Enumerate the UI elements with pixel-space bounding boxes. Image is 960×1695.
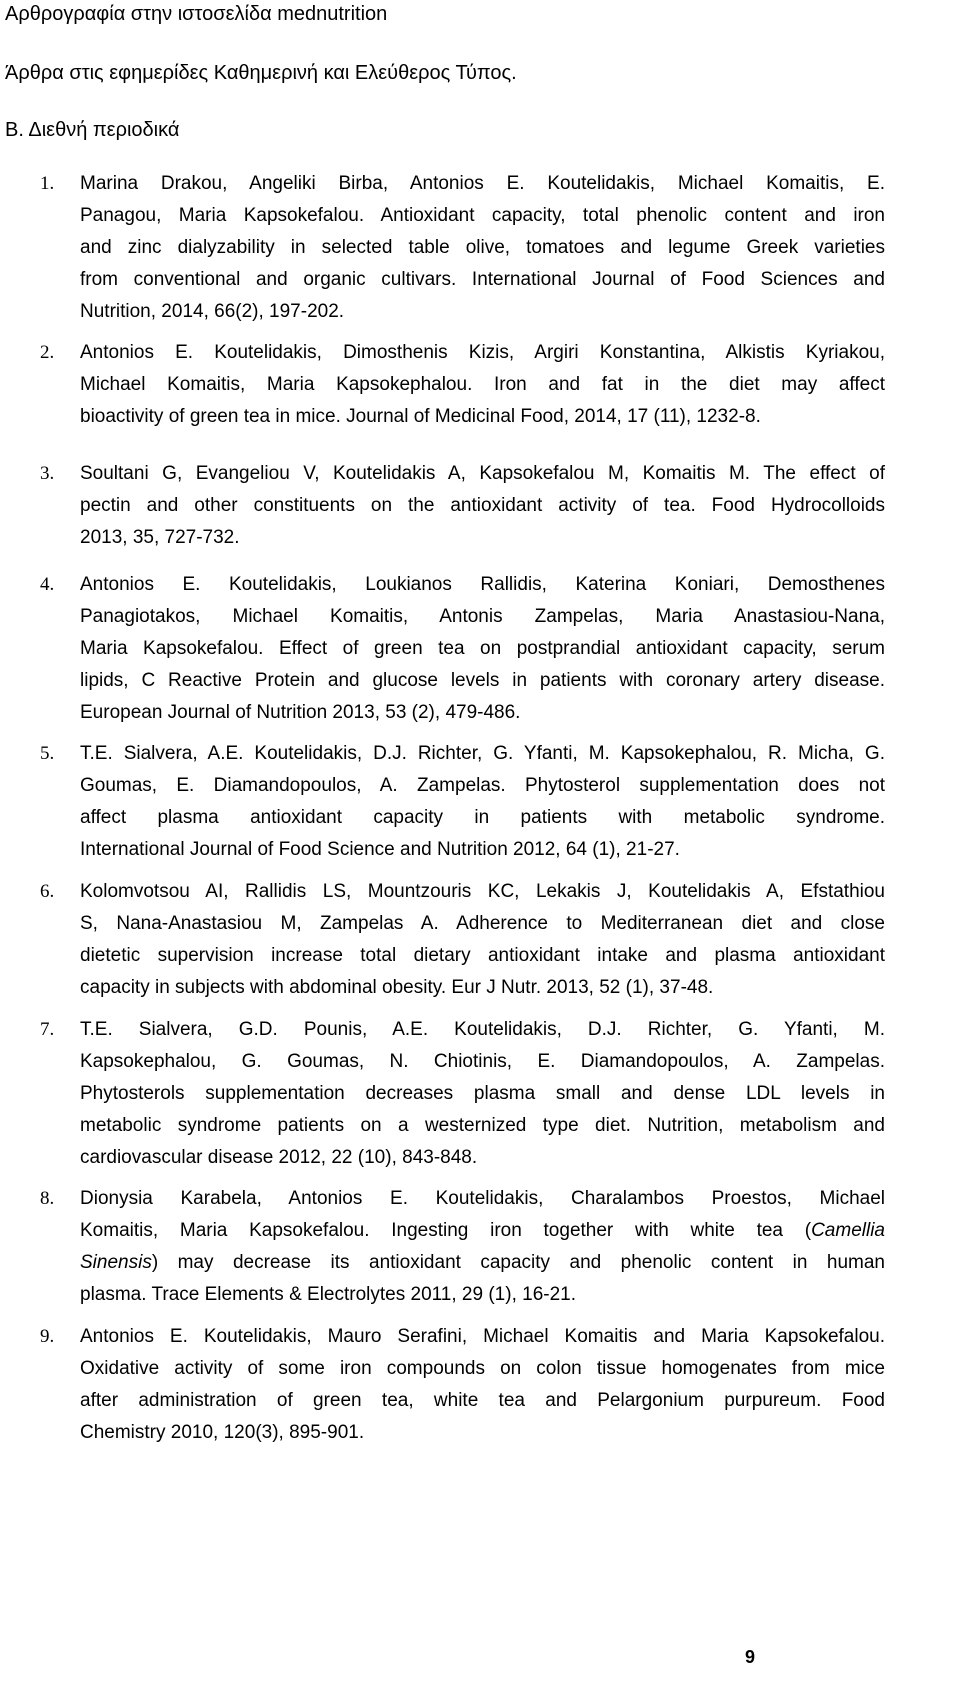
reference-number: 5.	[40, 743, 55, 764]
reference-text	[80, 1014, 885, 1174]
reference-line: Panagou, Maria Kapsokefalou. Antioxidant capacity, total phenolic content and iron	[80, 205, 885, 226]
header-line-articles-website: Αρθρογραφία στην ιστοσελίδα mednutrition	[5, 3, 388, 25]
reference-line: metabolic syndrome patients on a westernized type diet. Nutrition, metabolism and	[80, 1115, 885, 1136]
reference-number: 9.	[40, 1326, 55, 1347]
reference-item-7	[40, 1014, 885, 1174]
reference-line: Kolomvotsou AI, Rallidis LS, Mountzouris KC, Lekakis J, Koutelidakis A, Efstathiou	[80, 881, 885, 902]
reference-line: plasma. Trace Elements & Electrolytes 2011, 29 (1), 16-21.	[80, 1284, 576, 1305]
reference-line: affect plasma antioxidant capacity in patients with metabolic syndrome.	[80, 807, 885, 828]
reference-line: Oxidative activity of some iron compounds on colon tissue homogenates from mice	[80, 1358, 885, 1379]
reference-text	[80, 337, 885, 433]
reference-line	[80, 1215, 885, 1247]
reference-line: Phytosterols supplementation decreases plasma small and dense LDL levels in	[80, 1083, 885, 1104]
reference-number: 1.	[40, 173, 55, 194]
reference-line: and zinc dialyzability in selected table olive, tomatoes and legume Greek varieties	[80, 237, 885, 258]
reference-line: European Journal of Nutrition 2013, 53 (2), 479-486.	[80, 702, 521, 723]
reference-line: Panagiotakos, Michael Komaitis, Antonis Zampelas, Maria Anastasiou-Nana,	[80, 606, 885, 627]
section-title-international-journals: Β. Διεθνή περιοδικά	[5, 119, 180, 141]
reference-line-part: Komaitis, Maria Kapsokefalou. Ingesting iron together with white tea (	[80, 1220, 812, 1241]
reference-text	[80, 569, 885, 729]
reference-line: after administration of green tea, white tea and Pelargonium purpureum. Food	[80, 1390, 885, 1411]
reference-line: Kapsokephalou, G. Goumas, N. Chiotinis, E. Diamandopoulos, A. Zampelas.	[80, 1051, 885, 1072]
reference-line: Antonios E. Koutelidakis, Loukianos Rallidis, Katerina Koniari, Demosthenes	[80, 574, 885, 595]
reference-line	[80, 1247, 885, 1279]
reference-text	[80, 458, 885, 554]
species-name-italic: Camellia	[811, 1220, 885, 1241]
header-line-newspaper-articles: Άρθρα στις εφημερίδες Καθημερινή και Ελεύθερος Τύπος.	[5, 62, 517, 84]
reference-line: lipids, C Reactive Protein and glucose levels in patients with coronary artery disease.	[80, 670, 885, 691]
reference-line: Antonios E. Koutelidakis, Dimosthenis Kizis, Argiri Konstantina, Alkistis Kyriakou,	[80, 342, 885, 363]
reference-item-8	[40, 1183, 885, 1311]
reference-item-9	[40, 1321, 885, 1449]
page-number: 9	[744, 1647, 755, 1667]
reference-line: Goumas, E. Diamandopoulos, A. Zampelas. Phytosterol supplementation does not	[80, 775, 885, 796]
reference-line: capacity in subjects with abdominal obesity. Eur J Nutr. 2013, 52 (1), 37-48.	[80, 977, 714, 998]
reference-item-5	[40, 738, 885, 866]
reference-number: 8.	[40, 1188, 55, 1209]
reference-line: Marina Drakou, Angeliki Birba, Antonios E. Koutelidakis, Michael Komaitis, E.	[80, 173, 885, 194]
reference-number: 4.	[40, 574, 55, 595]
reference-line: pectin and other constituents on the antioxidant activity of tea. Food Hydrocolloids	[80, 495, 885, 516]
reference-line: 2013, 35, 727-732.	[80, 527, 240, 548]
species-name-italic: Sinensis	[80, 1252, 152, 1273]
reference-line: Michael Komaitis, Maria Kapsokephalou. Iron and fat in the diet may affect	[80, 374, 885, 395]
reference-line-part: ) may decrease its antioxidant capacity and phenolic content in human	[151, 1252, 885, 1273]
reference-item-3	[40, 458, 885, 554]
reference-text	[80, 1183, 885, 1311]
reference-item-4	[40, 569, 885, 729]
reference-line: S, Nana-Anastasiou M, Zampelas A. Adherence to Mediterranean diet and close	[80, 913, 885, 934]
reference-text	[80, 738, 885, 866]
reference-text	[80, 876, 885, 1004]
reference-line: dietetic supervision increase total dietary antioxidant intake and plasma antioxidant	[80, 945, 885, 966]
reference-line: bioactivity of green tea in mice. Journal of Medicinal Food, 2014, 17 (11), 1232-8.	[80, 406, 761, 427]
reference-line: Chemistry 2010, 120(3), 895-901.	[80, 1422, 365, 1443]
reference-number: 6.	[40, 881, 55, 902]
reference-line: International Journal of Food Science and Nutrition 2012, 64 (1), 21-27.	[80, 839, 680, 860]
reference-line: Nutrition, 2014, 66(2), 197-202.	[80, 301, 345, 322]
reference-item-1	[40, 168, 885, 328]
reference-line: from conventional and organic cultivars. International Journal of Food Sciences and	[80, 269, 885, 290]
reference-line: Maria Kapsokefalou. Effect of green tea on postprandial antioxidant capacity, serum	[80, 638, 885, 659]
reference-number: 7.	[40, 1019, 55, 1040]
reference-line: Dionysia Karabela, Antonios E. Koutelidakis, Charalambos Proestos, Michael	[80, 1188, 885, 1209]
reference-line: T.E. Sialvera, A.E. Koutelidakis, D.J. Richter, G. Yfanti, M. Kapsokephalou, R. Micha, G.	[80, 743, 885, 764]
reference-number: 3.	[40, 463, 55, 484]
reference-item-2	[40, 337, 885, 433]
reference-line: cardiovascular disease 2012, 22 (10), 843-848.	[80, 1147, 478, 1168]
reference-line: Antonios E. Koutelidakis, Mauro Serafini, Michael Komaitis and Maria Kapsokefalou.	[80, 1326, 885, 1347]
reference-item-6	[40, 876, 885, 1004]
reference-text	[80, 168, 885, 328]
reference-line: Soultani G, Evangeliou V, Koutelidakis A, Kapsokefalou M, Komaitis M. The effect of	[80, 463, 885, 484]
reference-text	[80, 1321, 885, 1449]
reference-number: 2.	[40, 342, 55, 363]
reference-line: T.E. Sialvera, G.D. Pounis, A.E. Koutelidakis, D.J. Richter, G. Yfanti, M.	[80, 1019, 885, 1040]
